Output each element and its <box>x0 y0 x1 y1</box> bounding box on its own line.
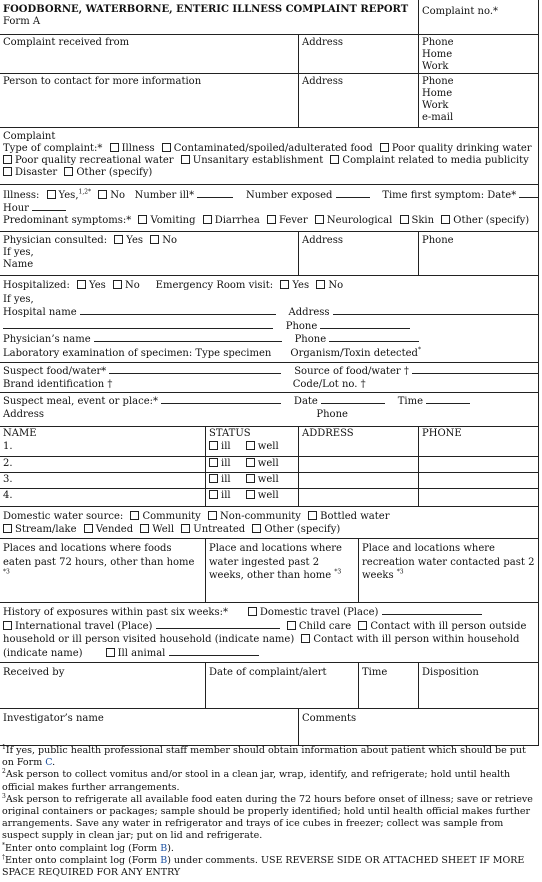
contact-address-label: Address <box>302 76 343 87</box>
domestic-travel-field[interactable] <box>382 606 482 615</box>
international-travel-label: International travel (Place) <box>15 620 153 632</box>
footnote-2-text: Ask person to collect vomitus and/or stool in a clean jar, wrap, identify, and refrigerate; hold until health official makes further arrangements. <box>2 769 511 793</box>
contact-outside-label: Contact with ill person outside <box>370 620 527 632</box>
contact-phone-label: Phone <box>422 76 454 87</box>
suspect-food-label: Suspect food/water* <box>3 366 107 377</box>
physician-address-label: Address <box>302 235 343 246</box>
footnote-1-marker: 1 <box>2 743 6 751</box>
people-header-row <box>0 426 538 440</box>
illness-checkbox[interactable] <box>110 143 119 152</box>
footnote-3-marker: 3 <box>2 792 6 800</box>
community-checkbox[interactable] <box>130 511 139 520</box>
suspect-meal-label: Suspect meal, event or place:* <box>3 396 159 407</box>
physician-phone-label: Phone <box>422 235 454 246</box>
diarrhea-checkbox[interactable] <box>203 215 212 224</box>
illness-no-checkbox[interactable] <box>98 190 107 199</box>
hospital-physician-phone-field[interactable] <box>329 333 419 342</box>
er-no-checkbox[interactable] <box>316 280 325 289</box>
number-exposed-field[interactable] <box>336 189 370 198</box>
bottled-water-option: Bottled water <box>320 511 390 522</box>
hospital-physician-label: Physician’s name <box>3 334 91 345</box>
footnote-5-text: Enter onto complaint log (Form <box>5 854 161 866</box>
status-column-header: STATUS <box>209 428 251 439</box>
physician-no-checkbox[interactable] <box>150 235 159 244</box>
table-row <box>0 488 538 506</box>
hospital-address-field[interactable] <box>333 306 538 315</box>
recreation-places-footnote: *3 <box>396 568 404 576</box>
well-label: well <box>257 490 279 501</box>
footnote-4-end: ). <box>167 842 174 854</box>
illness-yes-checkbox[interactable] <box>47 190 56 199</box>
recreational-water-checkbox[interactable] <box>3 155 12 164</box>
contact-work-label: Work <box>422 100 449 111</box>
hospitalized-yes-label: Yes <box>89 280 106 291</box>
footnote-5-marker: † <box>2 853 5 861</box>
footnotes <box>2 745 538 879</box>
domestic-travel-checkbox[interactable] <box>248 607 257 616</box>
hospitalized-no-label: No <box>124 280 140 291</box>
contact-label: Person to contact for more information <box>3 76 202 87</box>
disposition-label: Disposition <box>422 667 479 678</box>
er-visit-label: Emergency Room visit: <box>155 280 274 291</box>
complaint-type-label: Type of complaint:* <box>3 143 103 154</box>
vomiting-option: Vomiting <box>150 215 196 226</box>
er-yes-label: Yes <box>292 280 310 291</box>
international-travel-checkbox[interactable] <box>3 621 12 630</box>
skin-option: Skin <box>411 215 435 226</box>
suspect-meal-field[interactable] <box>161 395 281 404</box>
hospital-phone-field[interactable] <box>320 320 410 329</box>
food-places-label: Places and locations where foods eaten past 72 hours, other than home <box>3 543 195 568</box>
received-home-label: Home <box>422 49 453 60</box>
well-label: well <box>257 441 279 452</box>
ill-checkbox[interactable] <box>209 474 218 483</box>
received-by-label: Received by <box>3 667 65 678</box>
other-symptom-option: Other (specify) <box>453 215 530 226</box>
food-source-field[interactable] <box>412 365 538 374</box>
lab-exam-label: Laboratory examination of specimen: Type specimen <box>3 347 272 359</box>
row-number: 2. <box>3 458 13 469</box>
contact-row <box>0 73 538 127</box>
suspect-food-row <box>0 362 538 392</box>
ill-label: ill <box>221 458 231 469</box>
comments-label: Comments <box>302 713 357 724</box>
footnote-4-text: Enter onto complaint log (Form <box>5 842 161 854</box>
well-label: well <box>257 458 279 469</box>
stream-lake-option: Stream/lake <box>15 524 77 535</box>
hospital-if-yes: If yes, <box>3 293 34 305</box>
organism-label: Organism/Toxin detected <box>290 347 418 359</box>
hospital-phone-label: Phone <box>285 320 318 332</box>
table-row <box>0 440 538 456</box>
suspect-food-field[interactable] <box>109 365 281 374</box>
phone-column-header: PHONE <box>422 428 462 439</box>
illness-yes-label: Yes, <box>58 190 79 201</box>
table-row <box>0 472 538 488</box>
hospitalized-yes-checkbox[interactable] <box>77 280 86 289</box>
received-row <box>0 34 538 73</box>
ill-animal-checkbox[interactable] <box>106 648 115 657</box>
received-address-label: Address <box>302 37 343 48</box>
vomiting-checkbox[interactable] <box>138 215 147 224</box>
contaminated-checkbox[interactable] <box>162 143 171 152</box>
non-community-checkbox[interactable] <box>208 511 217 520</box>
footnote-4 <box>2 843 538 855</box>
ill-label: ill <box>221 474 231 485</box>
number-ill-label: Number ill* <box>134 190 195 201</box>
skin-checkbox[interactable] <box>400 215 409 224</box>
table-row <box>0 456 538 472</box>
physician-row <box>0 231 538 275</box>
first-symptom-label: Time first symptom: Date* <box>382 190 517 201</box>
contact-outside-checkbox[interactable] <box>358 621 367 630</box>
received-label: Complaint received from <box>3 37 130 48</box>
footnote-2-marker: 2 <box>2 768 6 776</box>
child-care-checkbox[interactable] <box>287 621 296 630</box>
unsanitary-option: Unsanitary establishment <box>192 155 324 166</box>
hospital-name-field-2[interactable] <box>3 320 273 329</box>
contact-outside-label-cont: household or ill person visited household (indicate name) <box>3 634 295 645</box>
hour-field[interactable] <box>32 202 66 211</box>
meal-date-field[interactable] <box>321 395 385 404</box>
illness-label: Illness: <box>3 190 40 201</box>
form-title: FOODBORNE, WATERBORNE, ENTERIC ILLNESS COMPLAINT REPORT <box>3 4 409 15</box>
form-b-link[interactable]: B <box>160 842 168 854</box>
row-number: 1. <box>3 441 13 452</box>
complaint-number-label: Complaint no.* <box>422 6 499 17</box>
illness-option: Illness <box>121 143 155 154</box>
fever-option: Fever <box>278 215 308 226</box>
well-water-option: Well <box>152 524 175 535</box>
non-community-option: Non-community <box>220 511 301 522</box>
hour-label: Hour <box>3 203 29 214</box>
drinking-water-checkbox[interactable] <box>380 143 389 152</box>
recreation-places-label: Place and locations where recreation water contacted past 2 weeks <box>362 543 535 581</box>
disaster-checkbox[interactable] <box>3 167 12 176</box>
places-row <box>0 538 538 602</box>
food-places-footnote: *3 <box>3 568 10 576</box>
well-water-checkbox[interactable] <box>140 524 149 533</box>
well-checkbox[interactable] <box>246 474 255 483</box>
footnote-3-text: Ask person to refrigerate all available food eaten during the 72 hours before onset of illness; save or retrieve original containers or packages; sample should be properly identified; hold until health official makes further arrangements. Save any water in refrigerator and trays of ice cubes in freezer; collect was sample from suspect supply in clean jar; put on lid and refrigerate. <box>2 793 533 842</box>
footnote-3 <box>2 794 538 843</box>
organism-footnote: * <box>417 346 421 354</box>
er-no-label: No <box>328 280 344 291</box>
neurological-option: Neurological <box>326 215 393 226</box>
history-label: History of exposures within past six weeks:* <box>3 607 228 618</box>
physician-no-label: No <box>162 235 178 246</box>
footnote-1-text: If yes, public health professional staff member should obtain information about patient which should be put on Form <box>2 745 526 769</box>
neurological-checkbox[interactable] <box>315 215 324 224</box>
address-column-header: ADDRESS <box>302 428 354 439</box>
form-c-link[interactable]: C <box>45 757 53 769</box>
fever-checkbox[interactable] <box>267 215 276 224</box>
physician-if-yes: If yes, <box>3 247 34 258</box>
ill-checkbox[interactable] <box>209 441 218 450</box>
hospitalized-label: Hospitalized: <box>3 280 70 291</box>
complaint-time-label: Time <box>362 667 388 678</box>
hospital-physician-field[interactable] <box>94 333 282 342</box>
received-work-label: Work <box>422 61 449 72</box>
disaster-option: Disaster <box>15 167 58 178</box>
physician-label: Physician consulted: <box>3 235 108 246</box>
form-b-link-2[interactable]: B <box>160 854 168 866</box>
contact-within-label: Contact with ill person within household <box>313 634 520 645</box>
contact-email-label: e-mail <box>422 112 454 123</box>
history-row <box>0 602 538 662</box>
other-water-checkbox[interactable] <box>252 524 261 533</box>
unsanitary-checkbox[interactable] <box>181 155 190 164</box>
form-subtitle: Form A <box>3 16 41 27</box>
other-symptom-checkbox[interactable] <box>441 215 450 224</box>
stream-lake-checkbox[interactable] <box>3 524 12 533</box>
contact-within-checkbox[interactable] <box>301 634 310 643</box>
bottled-water-checkbox[interactable] <box>308 511 317 520</box>
other-complaint-checkbox[interactable] <box>64 167 73 176</box>
untreated-checkbox[interactable] <box>181 524 190 533</box>
complaint-label: Complaint <box>3 131 56 142</box>
number-ill-field[interactable] <box>197 189 233 198</box>
row-number: 3. <box>3 474 13 485</box>
investigator-row <box>0 708 538 746</box>
vended-option: Vended <box>95 524 134 535</box>
water-source-label: Domestic water source: <box>3 511 124 522</box>
diarrhea-option: Diarrhea <box>214 215 260 226</box>
well-checkbox[interactable] <box>246 441 255 450</box>
media-publicity-checkbox[interactable] <box>330 155 339 164</box>
er-yes-checkbox[interactable] <box>280 280 289 289</box>
indicate-name-label: (indicate name) <box>3 647 83 659</box>
ill-label: ill <box>221 441 231 452</box>
illness-yes-footnote: 1,2* <box>78 188 92 196</box>
media-publicity-option: Complaint related to media publicity <box>342 155 529 166</box>
meal-time-field[interactable] <box>426 395 470 404</box>
water-source-row <box>0 506 538 538</box>
name-column-header: NAME <box>3 428 37 439</box>
complaint-row <box>0 127 538 184</box>
untreated-option: Untreated <box>193 524 246 535</box>
community-option: Community <box>142 511 201 522</box>
child-care-label: Child care <box>298 620 352 632</box>
complaint-date-label: Date of complaint/alert <box>209 667 327 678</box>
number-exposed-label: Number exposed <box>246 190 333 201</box>
hospitalized-no-checkbox[interactable] <box>113 280 122 289</box>
ill-checkbox[interactable] <box>209 458 218 467</box>
drinking-water-option: Poor quality drinking water <box>391 143 532 154</box>
row-number: 4. <box>3 490 13 501</box>
meal-phone-label: Phone <box>316 409 348 420</box>
hospital-physician-phone-label: Phone <box>294 334 327 345</box>
physician-name-label: Name <box>3 259 34 270</box>
domestic-travel-label: Domestic travel (Place) <box>259 607 379 618</box>
footnote-1: $^1$If yes, public health professional staff member should obtain information about patient which should be put on Form C. <box>2 743 526 769</box>
header-row <box>0 0 538 34</box>
investigator-name-label: Investigator’s name <box>3 713 104 724</box>
meal-time-label: Time <box>397 396 424 407</box>
meal-address-label: Address <box>3 409 44 420</box>
footnote-4-marker: * <box>2 841 5 849</box>
physician-yes-checkbox[interactable] <box>114 235 123 244</box>
international-travel-field[interactable] <box>156 620 280 629</box>
footnote-5-end: ) under comments. USE REVERSE SIDE OR ATTACHED SHEET IF MORE SPACE REQUIRED FOR ANY ENTRY <box>2 854 525 879</box>
other-complaint-option: Other (specify) <box>76 167 153 178</box>
footnote-5 <box>2 855 538 879</box>
footnote-2 <box>2 769 538 793</box>
ill-animal-label: Ill animal <box>117 647 166 659</box>
well-label: well <box>257 474 279 485</box>
hospital-row <box>0 275 538 362</box>
other-water-option: Other (specify) <box>264 524 341 535</box>
hospital-address-label: Address <box>288 307 330 318</box>
ill-animal-field[interactable] <box>169 647 259 656</box>
water-places-footnote: *3 <box>334 568 342 576</box>
food-source-label: Source of food/water † <box>294 366 409 377</box>
contaminated-option: Contaminated/spoiled/adulterated food <box>173 143 373 154</box>
received-phone-label: Phone <box>422 37 454 48</box>
well-checkbox[interactable] <box>246 490 255 499</box>
meal-date-label: Date <box>293 396 318 407</box>
hospital-name-field[interactable] <box>80 306 276 315</box>
suspect-meal-row <box>0 392 538 426</box>
water-places-label: Place and locations where water ingested past 2 weeks, other than home <box>209 543 342 581</box>
received-by-row <box>0 662 538 708</box>
physician-yes-label: Yes <box>126 235 144 246</box>
vended-checkbox[interactable] <box>84 524 93 533</box>
code-lot-label: Code/Lot no. † <box>292 379 366 390</box>
contact-home-label: Home <box>422 88 453 99</box>
illness-row <box>0 184 538 231</box>
ill-label: ill <box>221 490 231 501</box>
ill-checkbox[interactable] <box>209 490 218 499</box>
first-symptom-date-field[interactable] <box>519 189 538 198</box>
well-checkbox[interactable] <box>246 458 255 467</box>
recreational-water-option: Poor quality recreational water <box>15 155 174 166</box>
predominant-symptoms-label: Predominant symptoms:* <box>3 215 132 226</box>
illness-no-label: No <box>110 190 126 201</box>
hospital-name-label: Hospital name <box>3 307 77 318</box>
brand-label: Brand identification † <box>3 379 113 390</box>
